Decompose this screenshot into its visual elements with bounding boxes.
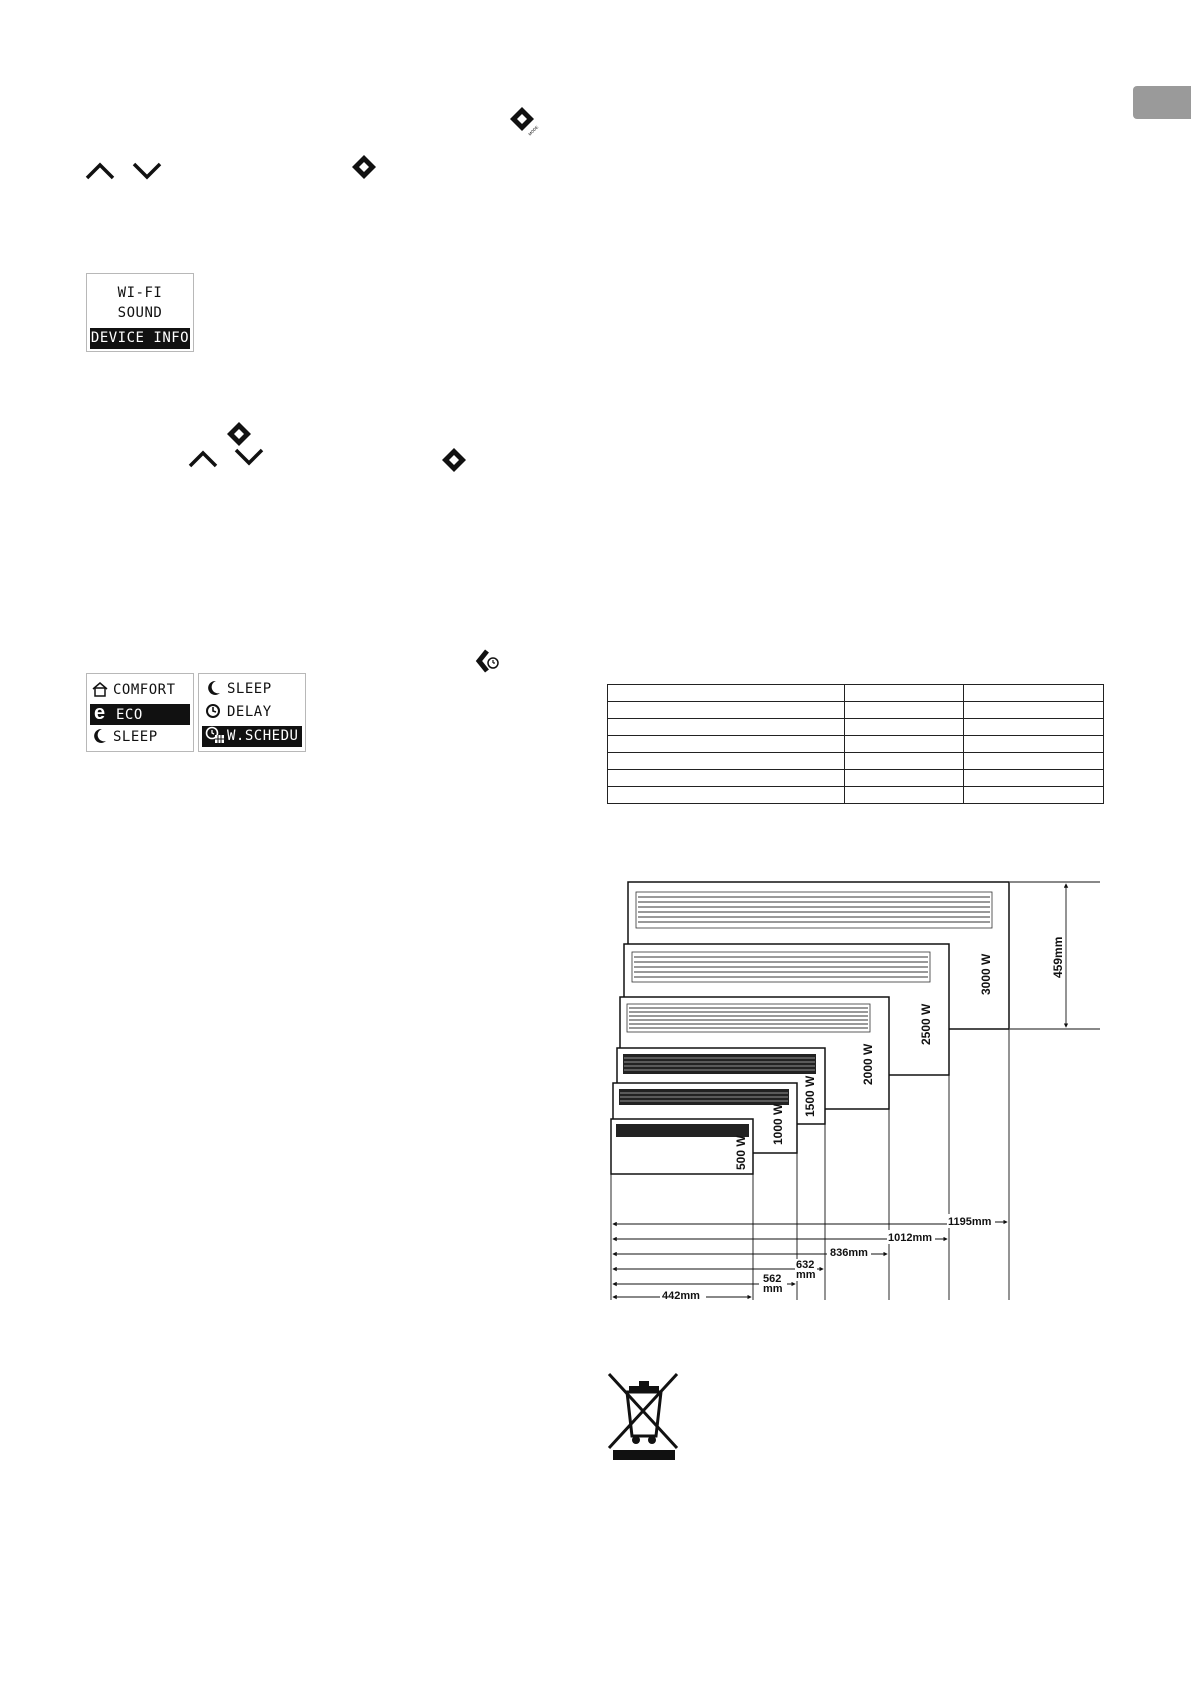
mode-diamond-icon [508,105,540,137]
width-label-1012: 1012mm [888,1232,933,1244]
mode-label-sleep: SLEEP [113,729,158,745]
moon-icon [91,728,109,744]
mode-label-sleep-2: SLEEP [227,681,272,697]
menu-item-device-info: DEVICE INFO [90,328,190,349]
mode-item-delay-start [199,702,305,723]
mode-menu-display-1 [86,673,194,752]
table-row [608,787,1104,804]
height-label: 459mm [1051,936,1065,978]
heater-dimension-diagram [600,870,1120,1310]
power-label-500w: 500 W [734,1135,748,1170]
power-label-1000w: 1000 W [771,1103,785,1145]
power-label-3000w: 3000 W [979,953,993,995]
clock-icon [205,703,223,719]
power-label-1500w: 1500 W [803,1075,817,1117]
width-label-836: 836mm [830,1247,868,1259]
width-label-562-value: 562 [763,1273,782,1285]
mode-label-weekly-schedule: W.SCHEDU [227,728,299,744]
crossed-bin-icon [605,1370,681,1462]
mode-item-sleep-2 [199,679,305,700]
power-label-2500w: 2500 W [919,1003,933,1045]
mode-label: MODE [527,124,540,137]
chevron-up-icon [187,448,219,470]
chevron-down-icon [131,160,163,182]
house-icon [91,681,109,697]
menu-item-wifi: WI-FI [117,285,163,301]
mode-diamond-icon [350,153,382,185]
power-label-2000w: 2000 W [861,1043,875,1085]
menu-item-sound: SOUND [117,305,163,321]
language-tab [1133,86,1191,119]
mode-diamond-icon [440,446,472,478]
table-row [608,702,1104,719]
table-row [608,719,1104,736]
table-row [608,753,1104,770]
width-label-562-unit: mm [763,1283,783,1295]
back-timer-icon [473,647,503,681]
settings-menu-display [86,273,194,352]
width-label-632-value: 632 [796,1259,815,1271]
chevron-up-icon [84,160,116,182]
table-row [608,736,1104,753]
heater-500w [611,1119,753,1174]
width-label-442: 442mm [662,1290,700,1302]
table-row [608,770,1104,787]
chevron-down-icon [233,446,265,468]
table-row [608,685,1104,702]
mode-label-delay-start: DELAY [227,704,272,720]
width-label-632-unit: mm [796,1269,816,1281]
mode-item-weekly-schedule [202,726,302,747]
width-label-1195: 1195mm [948,1216,992,1228]
weekly-schedule-icon [205,726,225,744]
mode-label-eco: ECO [116,707,143,723]
spec-table [607,684,1104,804]
mode-item-sleep [87,727,193,748]
mode-label-comfort: COMFORT [113,682,176,698]
mode-item-eco [90,704,190,725]
mode-item-comfort [87,680,193,701]
moon-icon [205,680,223,696]
eco-e-icon: e [94,702,106,724]
mode-menu-display-2 [198,673,306,752]
